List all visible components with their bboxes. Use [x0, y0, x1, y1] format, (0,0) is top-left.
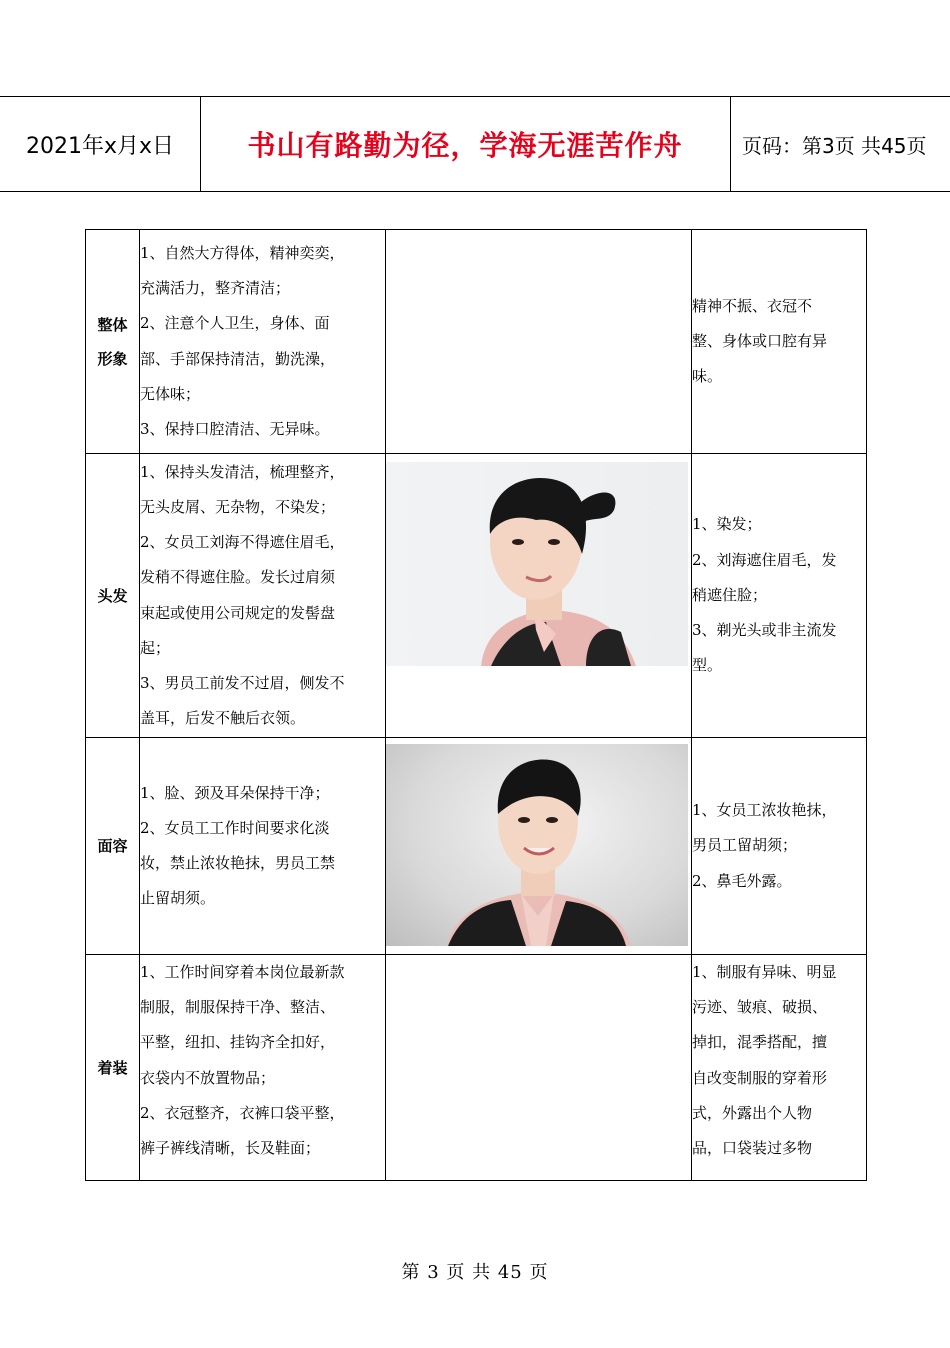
hair-example-photo — [386, 462, 688, 666]
image-cell-empty — [386, 955, 692, 1181]
violations-cell: 1、女员工浓妆艳抹， 男员工留胡须； 2、鼻毛外露。 — [692, 738, 867, 955]
header-motto: 书山有路勤为径，学海无涯苦作舟 — [200, 97, 731, 191]
image-cell — [386, 454, 692, 738]
table-row — [86, 738, 867, 955]
violations-cell: 1、染发； 2、刘海遮住眉毛，发 稍遮住脸； 3、剃光头或非主流发 型。 — [692, 454, 867, 738]
table-row — [86, 955, 867, 1181]
requirements-cell: 1、脸、颈及耳朵保持干净； 2、女员工工作时间要求化淡 妆，禁止浓妆艳抹，男员工禁 止留胡须。 — [140, 738, 386, 955]
violations-cell: 1、制服有异味、明显 污迹、皱痕、破损、 掉扣，混季搭配，擅 自改变制服的穿着形 式，外露出个人物 品，口袋装过多物 — [692, 955, 867, 1181]
page-footer: 第 3 页 共 45 页 — [401, 1262, 549, 1283]
category-cell: 整体 形象 — [86, 230, 140, 454]
page-header — [0, 96, 950, 192]
image-cell-empty — [386, 230, 692, 454]
header-page-number: 页码：第3页 共45页 — [742, 133, 927, 158]
table-row — [86, 454, 867, 738]
category-cell: 头发 — [86, 454, 140, 738]
face-example-photo — [386, 744, 688, 946]
requirements-cell: 1、自然大方得体，精神奕奕， 充满活力，整齐清洁； 2、注意个人卫生，身体、面 部、手部保持清洁，勤洗澡， 无体味； 3、保持口腔清洁、无异味。 — [140, 230, 386, 454]
header-date: 2021年x月x日 — [0, 97, 201, 191]
table-row — [86, 230, 867, 454]
woman-portrait-side-image — [386, 462, 688, 666]
category-cell: 面容 — [86, 738, 140, 955]
image-cell — [386, 738, 692, 955]
requirements-cell: 1、保持头发清洁，梳理整齐， 无头皮屑、无杂物，不染发； 2、女员工刘海不得遮住眉毛， 发稍不得遮住脸。发长过肩须 束起或使用公司规定的发髻盘 起； 3、男员工前发不过眉，侧发不 盖耳，后发不触后衣领。 — [140, 454, 386, 738]
violations-cell: 精神不振、衣冠不 整、身体或口腔有异 味。 — [692, 230, 867, 454]
category-cell: 着装 — [86, 955, 140, 1181]
requirements-cell: 1、工作时间穿着本岗位最新款 制服，制服保持干净、整洁、 平整，纽扣、挂钩齐全扣好， 衣袋内不放置物品； 2、衣冠整齐，衣裤口袋平整， 裤子裤线清晰，长及鞋面； — [140, 955, 386, 1181]
woman-portrait-front-image — [386, 744, 688, 946]
appearance-standards-table — [85, 229, 867, 1181]
